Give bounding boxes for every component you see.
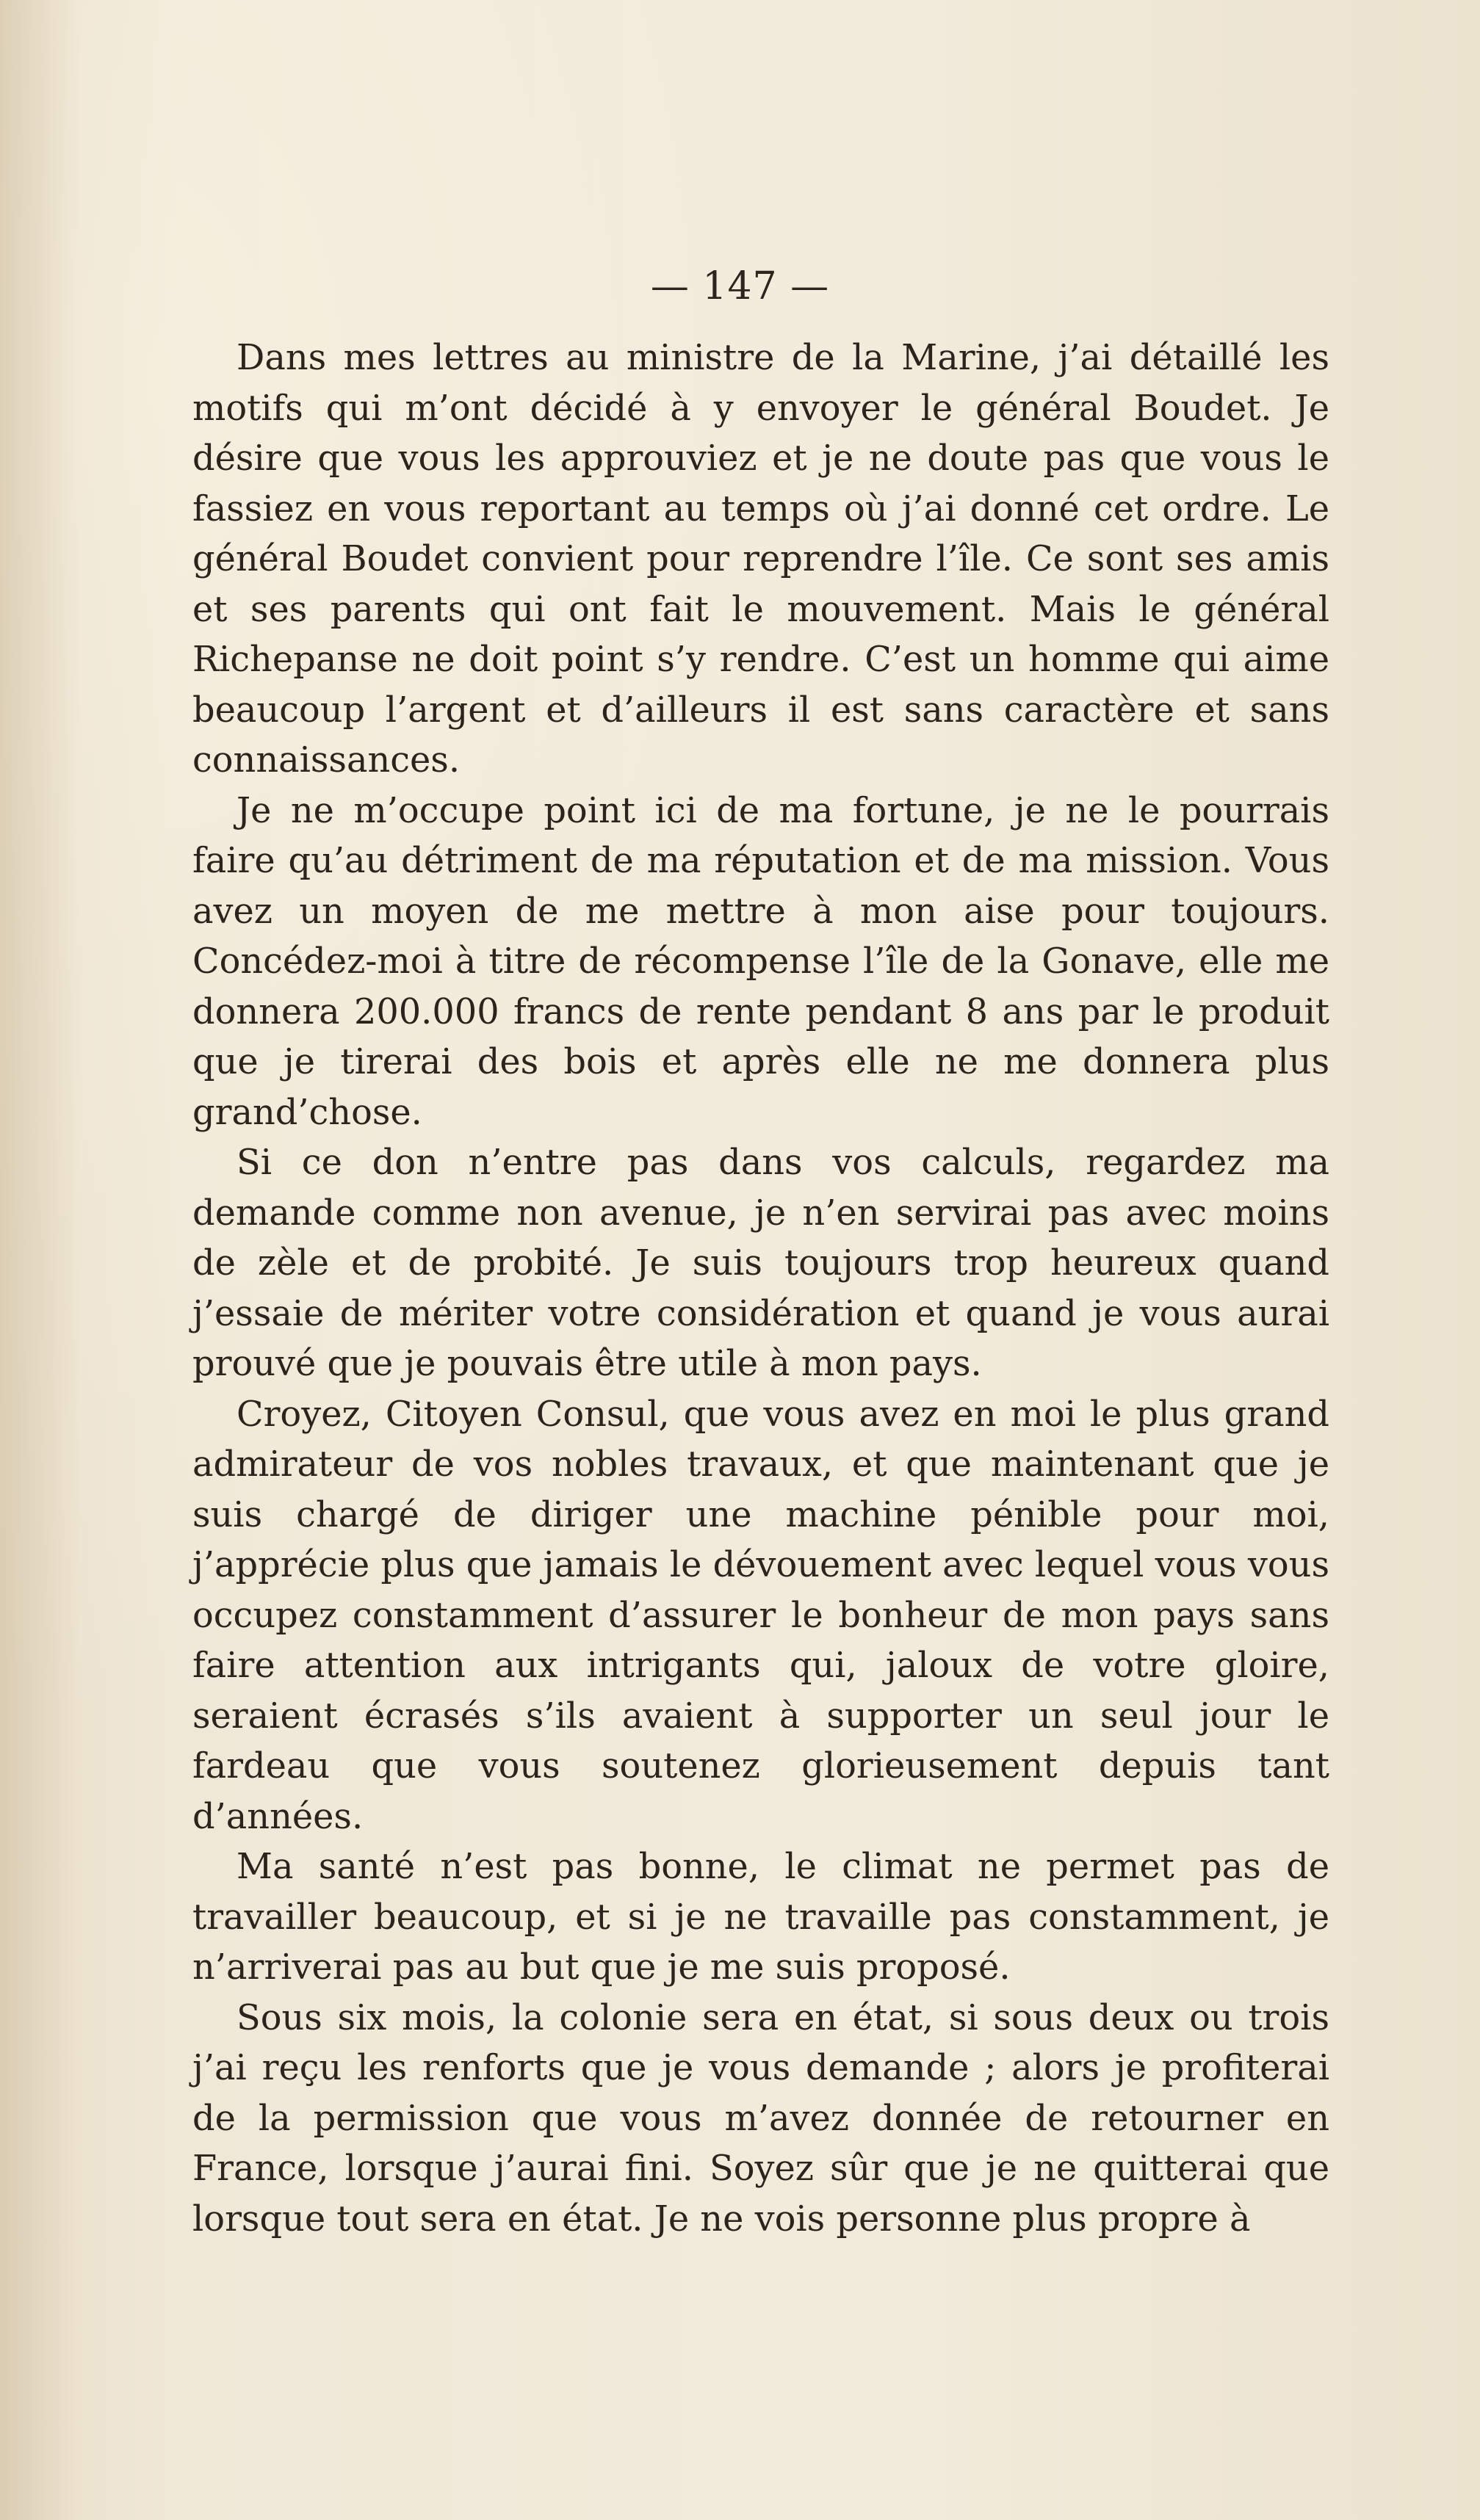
paragraph-2: Je ne m’occupe point ici de ma fortune, je ne le pourrais faire qu’au détriment de ma réputation et de ma mission. Vous avez un moyen de me mettre à mon aise pour toujours. Concédez-moi à titre de récompense l’île de la Gonave, elle me donnera 200.000 francs de rente pendant 8 ans par le produit que je tirerai des bois et après elle ne me donnera plus grand’chose. xyxy=(192,790,1329,1133)
paragraph-5: Ma santé n’est pas bonne, le climat ne permet pas de travailler beaucoup, et si je ne travaille pas constamment, je n’arriverai pas au but que je me suis proposé. xyxy=(192,1847,1329,1988)
page-number: — 147 — xyxy=(650,264,830,308)
paragraph-1: Dans mes lettres au ministre de la Marine, j’ai détaillé les motifs qui m’ont décidé à y envoyer le général Boudet. Je désire que vous les approuviez et je ne doute pas que vous le fassiez en vous reportant au temps où j’ai donné cet ordre. Le général Boudet convient pour reprendre l’île. Ce sont ses amis et ses parents qui ont fait le mouvement. Mais le général Richepanse ne doit point s’y rendre. C’est un homme qui aime beaucoup l’argent et d’ailleurs il est sans caractère et sans connaissances. xyxy=(192,338,1329,781)
binding-shadow xyxy=(0,0,81,2520)
paragraph-4: Croyez, Citoyen Consul, que vous avez en moi le plus grand admirateur de vos nobles travaux, et que maintenant que je suis chargé de diriger une machine pénible pour moi, j’apprécie plus que jamais le dévouement avec lequel vous vous occupez constamment d’assurer le bonheur de mon pays sans faire attention aux intrigants qui, jaloux de votre gloire, seraient écrasés s’ils avaient à supporter un seul jour le fardeau que vous soutenez glorieusement depuis tant d’années. xyxy=(192,1394,1329,1837)
paragraph-3: Si ce don n’entre pas dans vos calculs, regardez ma demande comme non avenue, je n’en servirai pas avec moins de zèle et de probité. Je suis toujours trop heureux quand j’essaie de mériter votre considération et quand je vous aurai prouvé que je pouvais être utile à mon pays. xyxy=(192,1143,1329,1384)
body-text xyxy=(192,333,1329,2245)
paragraph-6: Sous six mois, la colonie sera en état, si sous deux ou trois j’ai reçu les renforts que je vous demande ; alors je profiterai de la permission que vous m’avez donnée de retourner en France, lorsque j’aurai fini. Soyez sûr que je ne quitterai que lorsque tout sera en état. Je ne vois personne plus propre à xyxy=(192,1997,1329,2240)
